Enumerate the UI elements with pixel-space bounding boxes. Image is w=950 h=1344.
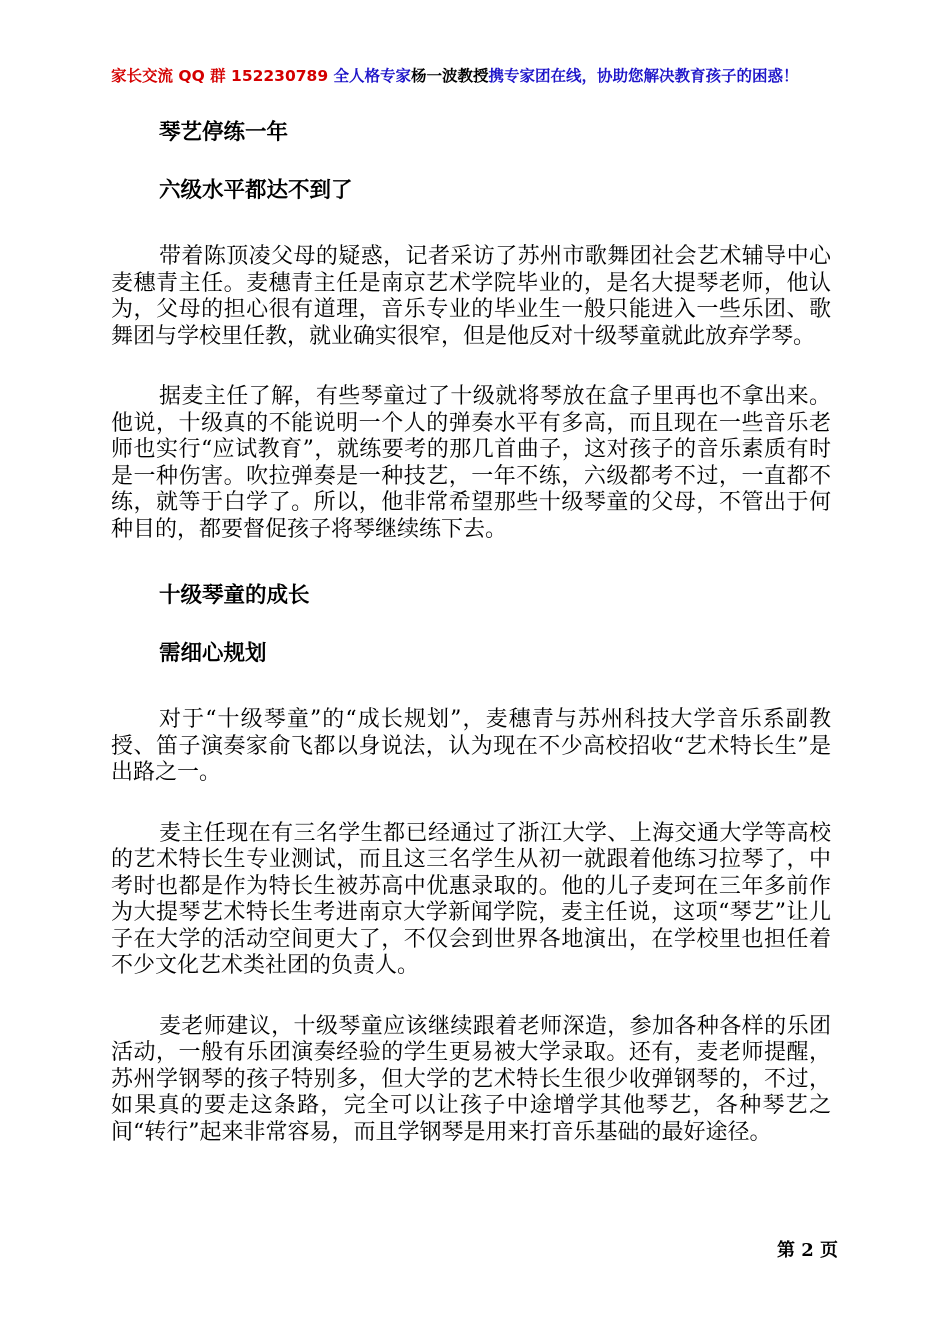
header-qq-group-text: 家长交流 QQ 群 152230789 bbox=[111, 67, 334, 85]
article-paragraph: 麦主任现在有三名学生都已经通过了浙江大学、上海交通大学等高校的艺术特长生专业测试，而且这三名学生从初一就跟着他练习拉琴了，中考时也都是作为特长生被苏高中优惠录取的。他的儿子麦珂在三年多前作为大提琴艺术特长生考进南京大学新闻学院，麦主任说，这项“琴艺”让儿子在大学的活动空间更大了，不仅会到世界各地演出，在学校里也担任着不少文化艺术类社团的负责人。 bbox=[111, 820, 831, 978]
header-slogan: 携专家团在线，协助您解决教育孩子的困惑！ bbox=[488, 67, 799, 85]
article-paragraph: 带着陈顶凌父母的疑惑，记者采访了苏州市歌舞团社会艺术辅导中心麦穗青主任。麦穗青主任是南京艺术学院毕业的，是名大提琴老师，他认为，父母的担心很有道理，音乐专业的毕业生一般只能进入一些乐团、歌舞团与学校里任教，就业确实很窄，但是他反对十级琴童就此放弃学琴。 bbox=[111, 244, 831, 349]
article-paragraph: 对于“十级琴童”的“成长规划”，麦穗青与苏州科技大学音乐系副教授、笛子演奏家俞飞都以身说法，认为现在不少高校招收“艺术特长生”是出路之一。 bbox=[111, 707, 831, 785]
page-header-banner bbox=[111, 64, 851, 86]
article-body bbox=[111, 118, 831, 1146]
header-professor-name: 杨一波教授 bbox=[411, 67, 489, 85]
header-expert-title: 全人格专家 bbox=[333, 67, 412, 85]
section-heading: 六级水平都达不到了 bbox=[159, 178, 353, 203]
article-paragraph: 据麦主任了解，有些琴童过了十级就将琴放在盒子里再也不拿出来。他说，十级真的不能说明一个人的弹奏水平有多高，而且现在一些音乐老师也实行“应试教育”，就练要考的那几首曲子，这对孩子的音乐素质有时是一种伤害。吹拉弹奏是一种技艺，一年不练，六级都考不过，一直都不练，就等于白学了。所以，他非常希望那些十级琴童的父母，不管出于何种目的，都要督促孩子将琴继续练下去。 bbox=[111, 384, 831, 542]
section-heading: 十级琴童的成长 bbox=[159, 583, 310, 608]
page-number: 第 2 页 bbox=[777, 1240, 839, 1261]
section-heading: 琴艺停练一年 bbox=[159, 120, 289, 145]
section-heading: 需细心规划 bbox=[159, 641, 267, 666]
article-paragraph: 麦老师建议，十级琴童应该继续跟着老师深造，参加各种各样的乐团活动，一般有乐团演奏经验的学生更易被大学录取。还有，麦老师提醒，苏州学钢琴的孩子特别多，但大学的艺术特长生很少收弹钢琴的，不过，如果真的要走这条路，完全可以让孩子中途增学其他琴艺，各种琴艺之间“转行”起来非常容易，而且学钢琴是用来打音乐基础的最好途径。 bbox=[111, 1013, 831, 1145]
